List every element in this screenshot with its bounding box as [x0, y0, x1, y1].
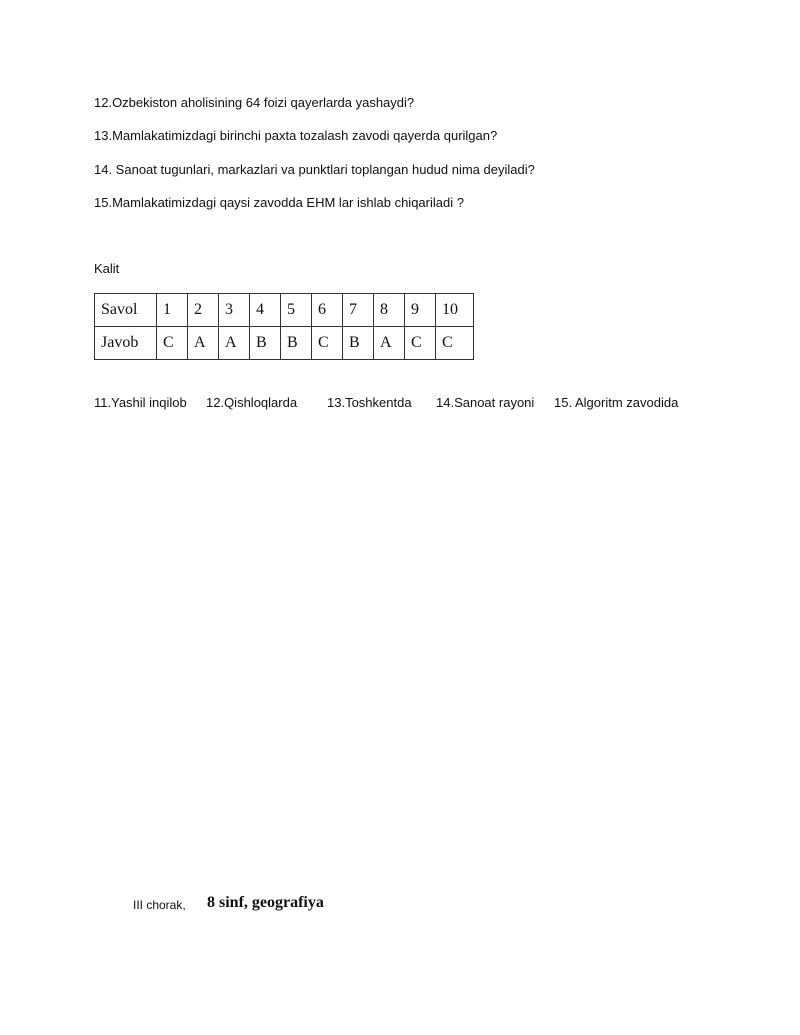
answer-key-title: Kalit: [94, 261, 120, 276]
answer-cell: A: [188, 327, 219, 360]
row-label-javob: Javob: [95, 327, 157, 360]
question-number-cell: 4: [250, 294, 281, 327]
row-label-savol: Savol: [95, 294, 157, 327]
term-label: III chorak,: [133, 898, 186, 912]
open-answer-15: 15. Algoritm zavodida: [554, 395, 679, 410]
answer-cell: C: [405, 327, 436, 360]
answer-cell: C: [436, 327, 474, 360]
question-number-cell: 8: [374, 294, 405, 327]
open-answer-14: 14.Sanoat rayoni: [436, 395, 535, 410]
answer-cell: C: [157, 327, 188, 360]
question-number-cell: 1: [157, 294, 188, 327]
open-answer-12: 12.Qishloqlarda: [206, 395, 298, 410]
question-number-cell: 3: [219, 294, 250, 327]
answer-cell: B: [343, 327, 374, 360]
answer-row: [95, 327, 474, 360]
question-number-cell: 5: [281, 294, 312, 327]
question-number-cell: 7: [343, 294, 374, 327]
answer-cell: A: [219, 327, 250, 360]
question-number-row: [95, 294, 474, 327]
answer-cell: C: [312, 327, 343, 360]
question-number-cell: 2: [188, 294, 219, 327]
question-number-cell: 9: [405, 294, 436, 327]
question-12: 12.Ozbekiston aholisining 64 foizi qayerlarda yashaydi?: [94, 95, 415, 110]
answer-cell: A: [374, 327, 405, 360]
answer-cell: B: [281, 327, 312, 360]
question-number-cell: 10: [436, 294, 474, 327]
question-15: 15.Mamlakatimizdagi qaysi zavodda EHM lar ishlab chiqariladi ?: [94, 195, 464, 210]
question-number-cell: 6: [312, 294, 343, 327]
question-14: 14. Sanoat tugunlari, markazlari va punktlari toplangan hudud nima deyiladi?: [94, 162, 535, 177]
answer-key-table: [94, 293, 474, 360]
open-answer-11: 11.Yashil inqilob: [94, 395, 187, 410]
open-answer-13: 13.Toshkentda: [327, 395, 412, 410]
answer-cell: B: [250, 327, 281, 360]
class-subject-label: 8 sinf, geografiya: [207, 894, 324, 911]
question-13: 13.Mamlakatimizdagi birinchi paxta tozalash zavodi qayerda qurilgan?: [94, 128, 498, 143]
